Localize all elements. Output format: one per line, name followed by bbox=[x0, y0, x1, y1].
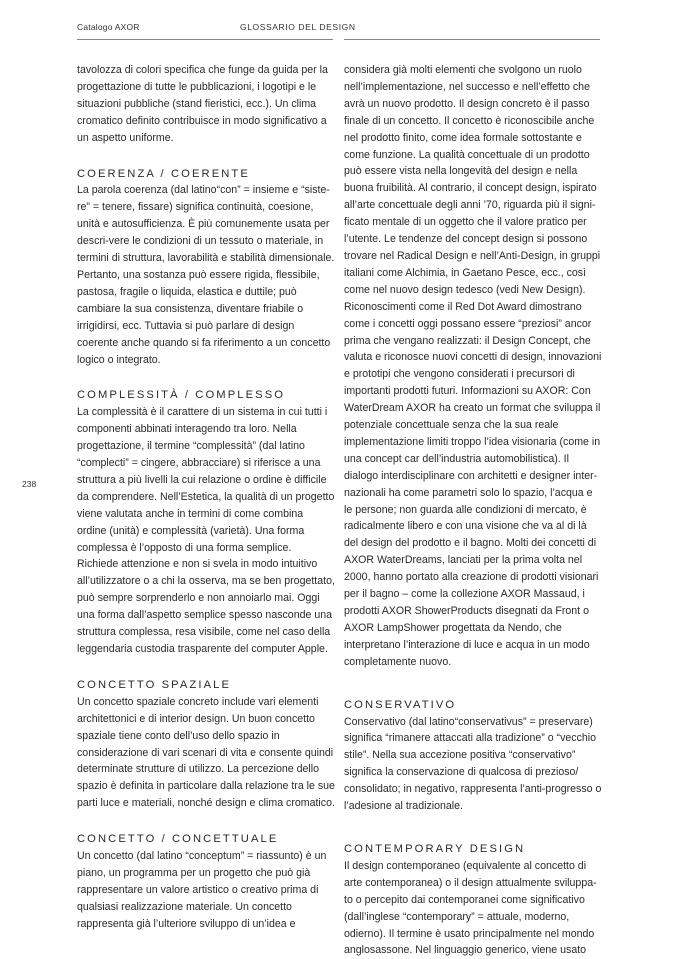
entry-body: Un concetto (dal latino “conceptum” = riassunto) è un piano, un programma per un progetto che può già rappresentare un valore artistico o creativo prima di qualsiasi realizzazione materiale. Un concetto rappresenta già l’ulteriore sviluppo di un’idea e bbox=[77, 850, 327, 930]
entry-body: Un concetto spaziale concreto include vari elementi architettonici e di interior design. Un buon concetto spaziale tiene conto dell’uso dello spazio in considerazione di vari scenari di vita e consente quindi determinate strutture di utilizzo. La percezione dello spazio è definita in particolare dalla relazione tra le sue parti luce e materiali, nonché design e clima cromatico. bbox=[77, 695, 335, 810]
left-column bbox=[77, 62, 335, 933]
intro-paragraph: tavolozza di colori specifica che funge da guida per la progettazione di tutte le pubblicazioni, i logotipi e le situazioni pubbliche (stand fieristici, ecc.). Un clima cromatico definito contribuisce in modo significativo a un aspetto uniforme. bbox=[77, 64, 328, 144]
entry-body: La parola coerenza (dal latino“con” = insieme e “siste-re” = tenere, fissare) significa continuità, coesione, unità e autosufficienza. È più comunemente usata per descri-vere le condizioni di un tessuto o materiale, in termini di struttura, lavorabilità e stabilità dimensionale. Pertanto, una sostanza può essere rigida, flessibile, pastosa, fragile o liquida, elastica e duttile; può cambiare la sua consistenza, diventare friabile o irrigidirsi, ecc. Tuttavia si può parlare di design coerente anche quando si fa riferimento a un concetto logico o integrato. bbox=[77, 184, 335, 366]
entry-body: Conservativo (dal latino“conservativus” = preservare) significa “rimanere attaccati alla tradizione” o “vecchio stile”. Nella sua accezione positiva “conservativo” significa la conservazione di qualcosa di prezioso/ consolidato; in negativo, rappresenta l’anti-progresso o l’adesione al tradizionale. bbox=[344, 715, 602, 813]
entry-title: CONCETTO / CONCETTUALE bbox=[77, 833, 279, 846]
header-rule-right bbox=[344, 39, 600, 40]
header-rule-left bbox=[77, 39, 333, 40]
right-column bbox=[344, 62, 602, 959]
entry-title: CONSERVATIVO bbox=[344, 698, 457, 711]
section-title: GLOSSARIO DEL DESIGN bbox=[240, 22, 356, 32]
glossary-entry-conservativo bbox=[344, 697, 602, 815]
glossary-entry-complessita bbox=[77, 387, 335, 658]
catalog-title: Catalogo AXOR bbox=[77, 22, 140, 32]
entry-body: Il design contemporaneo (equivalente al concetto di arte contemporanea) o il design attualmente sviluppa-to o percepito dai contemporanei come significativo (dall’inglese “contemporary” = attuale, moderno, odierno). Il termine è usato principalmente nel mondo anglosassone. Nel linguaggio generico, viene usato bbox=[344, 859, 597, 957]
entry-title: COMPLESSITÀ / COMPLESSO bbox=[77, 389, 286, 402]
page-number: 238 bbox=[22, 479, 37, 489]
glossary-entry-concetto bbox=[77, 831, 335, 932]
entry-body: La complessità è il carattere di un sistema in cui tutti i componenti abbinati interagendo tra loro. Nella progettazione, il termine “complessità” (dal latino “complecti” = cingere, abbracciare) si riferisce a una struttura a più livelli la cui relazione o ordine è difficile da comprendere. Nell’Estetica, la qualità di un progetto viene valutata anche in termini di come combina ordine (unità) e complessità (varietà). Una forma complessa è l’opposto di una forma semplice. Richiede attenzione e non si svela in modo intuitivo all’utilizzatore o a chi la osserva, ma se ben progettato, può sempre sorprenderlo e non annoiarlo mai. Oggi una forma dall’aspetto semplice spesso nasconde una struttura complessa, resa visibile, come nel caso della leggendaria custodia trasparente del computer Apple. bbox=[77, 406, 335, 655]
entry-title: CONTEMPORARY DESIGN bbox=[344, 842, 526, 855]
entry-title: COERENZA / COERENTE bbox=[77, 167, 250, 180]
glossary-entry-coerenza bbox=[77, 166, 335, 369]
entry-title: CONCETTO SPAZIALE bbox=[77, 678, 232, 691]
glossary-entry-concetto-spaziale bbox=[77, 677, 335, 812]
continuation-paragraph: considera già molti elementi che svolgono un ruolo nell’implementazione, nel successo e nell’effetto che avrà un nuovo prodotto. Il design concreto è il passo finale di un concetto. Il concetto è riconoscibile anche nel prodotto finito, come idea formale sottostante e come funzione. La qualità concettuale di un prodotto può essere vista nella longevità del design e nella buona fruibilità. Al contrario, il concept design, ispirato all’arte concettuale degli anni ’70, riguarda più il signi-ficato mentale di un oggetto che il valore pratico per l’utente. Le tendenze del concept design si possono trovare nel Radical Design e nell’Anti-Design, in gruppi italiani come Alchimia, in Gaetano Pesce, ecc., così come nel nuovo design tedesco (vedi New Design). Riconoscimenti come il Red Dot Award dimostrano come i concetti oggi possano essere “preziosi” ancor prima che vengano realizzati: il Design Concept, che valuta e riconosce nuovi concetti di design, innovazioni e prototipi che vengono considerati i precursori di importanti prodotti futuri. Informazioni su AXOR: Con WaterDream AXOR ha creato un format che sviluppa il potenziale concettuale senza che la sua reale implementazione limiti troppo l’idea visionaria (come in una concept car dell’industria automobilistica). Il dialogo interdisciplinare con architetti e designer inter-nazionali ha come parametri solo lo spazio, l’acqua e le persone; non guarda alle condizioni di mercato, è radicalmente libero e con una visione che va al di là del design del prodotto e il bagno. Molti dei concetti di AXOR WaterDreams, lanciati per la prima volta nel 2000, hanno portato alla creazione di prodotti visionari per il bagno – come la collezione AXOR Massaud, i prodotti AXOR ShowerProducts disegnati da Front o AXOR LampShower progettata da Nendo, che interpretano l’interazione di luce e acqua in un modo completamente nuovo. bbox=[344, 64, 602, 668]
glossary-entry-contemporary-design bbox=[344, 841, 602, 959]
